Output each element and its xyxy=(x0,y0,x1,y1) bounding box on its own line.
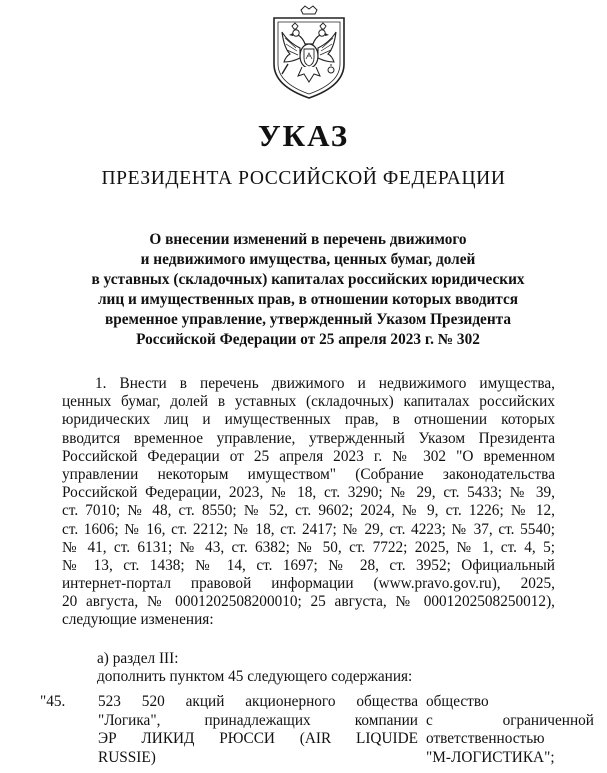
paragraph-line: юридических лиц и имущественных прав, в отношении которых xyxy=(62,411,555,429)
heading-line: О внесении изменений в перечень движимого xyxy=(149,231,467,248)
paragraph-line: 20 августа, № 0001202508200010; 25 августа, № 0001202508250012), xyxy=(62,593,555,611)
cell-line: ЭР ЛИКИД РЮССИ (AIR LIQUIDE xyxy=(98,730,418,748)
cell-line: "М-ЛОГИСТИКА"; xyxy=(426,748,555,766)
cell-line: "Логика", принадлежащих компании xyxy=(98,711,418,729)
subitem-text: дополнить пунктом 45 следующего содержания: xyxy=(97,668,413,685)
heading-line: Российской Федерации от 25 апреля 2023 г. № 302 xyxy=(136,331,480,348)
cell-line: RUSSIE) xyxy=(98,748,156,766)
document-heading xyxy=(58,230,558,350)
paragraph-line: ст. 1606; № 16, ст. 2212; № 18, ст. 2417; № 29, ст. 4223; № 37, ст. 5540; xyxy=(62,520,555,538)
paragraph-line: Российской Федерации, 2023, № 18, ст. 3290; № 29, ст. 5433; № 39, xyxy=(62,484,555,502)
cell-line: ответственностью xyxy=(426,730,545,748)
paragraph-line: № 41, ст. 6131; № 43, ст. 6382; № 50, ст. 7722; 2025, № 1, ст. 4, 5; xyxy=(62,538,555,556)
paragraph-line: ценных бумаг, долей в уставных (складочных) капиталах российских xyxy=(62,393,555,411)
paragraph-line: следующие изменения: xyxy=(62,611,214,629)
paragraph-line: вводится временное управление, утвержденный Указом Президента xyxy=(62,429,555,447)
cell-line: 523 520 акций акционерного общества xyxy=(98,693,418,710)
document-title: УКАЗ xyxy=(257,118,350,153)
paragraph-line: интернет-портал правовой информации (www.pravo.gov.ru), 2025, xyxy=(62,575,555,593)
paragraph-1 xyxy=(62,375,555,630)
heading-line: и недвижимого имущества, ценных бумаг, долей xyxy=(140,251,476,268)
paragraph-line: Российской Федерации от 25 апреля 2023 г. № 302 "О временном xyxy=(62,447,555,465)
row-number: "45. xyxy=(40,693,66,710)
paragraph-line: ст. 7010; № 48, ст. 8550; № 52, ст. 9602; 2024, № 9, ст. 1226; № 12, xyxy=(62,502,555,520)
cell-line: общество xyxy=(426,693,489,710)
heading-line: временное управление, утвержденный Указом Президента xyxy=(104,311,512,328)
paragraph-line: 1. Внести в перечень движимого и недвижимого имущества, xyxy=(95,375,555,392)
row-manager xyxy=(426,693,594,767)
paragraph-line: № 13, ст. 1438; № 14, ст. 1697; № 28, ст. 3952; Официальный xyxy=(62,556,555,574)
heading-line: лиц и имущественных прав, в отношении которых вводится xyxy=(97,291,519,308)
subitem-a: а) раздел III: xyxy=(97,650,179,667)
row-property-description xyxy=(98,693,418,767)
cell-line: с ограниченной xyxy=(426,711,594,729)
document-subtitle: ПРЕЗИДЕНТА РОССИЙСКОЙ ФЕДЕРАЦИИ xyxy=(101,168,506,189)
coat-of-arms-emblem xyxy=(268,4,350,100)
paragraph-line: управлении некоторым имуществом" (Собрание законодательства xyxy=(62,465,555,483)
heading-line: в уставных (складочных) капиталах российских юридических xyxy=(91,271,525,288)
